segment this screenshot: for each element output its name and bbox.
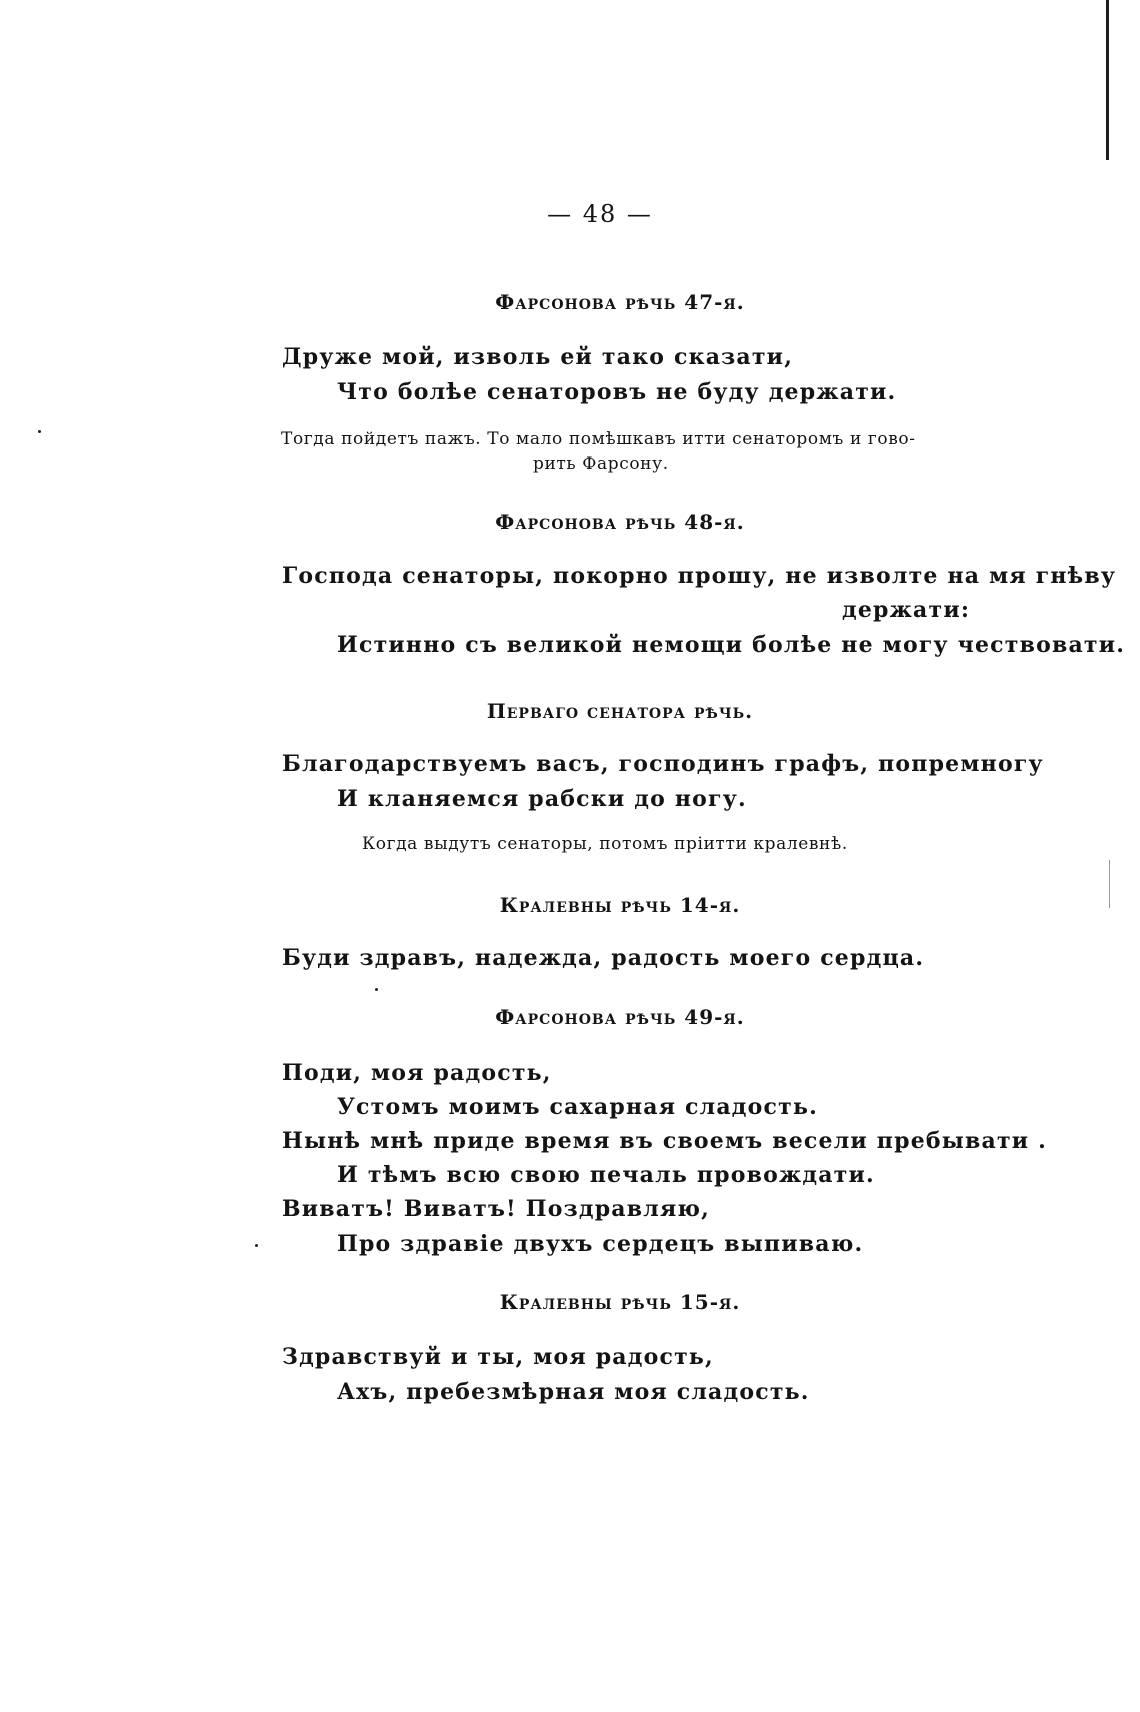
stage-direction: Когда выдутъ сенаторы, потомъ пріитти кралевнѣ. (362, 834, 848, 854)
speech-heading: Фарсонова рѣчь 49-я. (495, 1005, 745, 1029)
verse-line: И кланяемся рабски до ногу. (337, 786, 747, 812)
verse-line: Устомъ моимъ сахарная сладость. (337, 1094, 818, 1120)
stage-direction: Тогда пойдетъ пажъ. То мало помѣшкавъ итти сенаторомъ и гово- (281, 429, 916, 449)
verse-line: Здравствуй и ты, моя радость, (282, 1344, 714, 1370)
verse-line: держати: (842, 597, 971, 623)
speech-heading: Перваго сенатора рѣчь. (486, 699, 754, 723)
speech-heading: Кралевны рѣчь 14-я. (499, 893, 741, 917)
page-edge-rule (1106, 0, 1109, 160)
verse-line: Ахъ, пребезмѣрная моя сладость. (337, 1379, 810, 1405)
stage-direction: рить Фарсону. (533, 454, 669, 474)
print-speck (255, 1244, 258, 1247)
verse-line: Что болѣе сенаторовъ не буду держати. (337, 379, 897, 405)
verse-line: Буди здравъ, надежда, радость моего сердца. (282, 945, 925, 971)
verse-line: Истинно съ великой немощи болѣе не могу чествовати. (337, 632, 1126, 658)
verse-line: Поди, моя радость, (282, 1060, 552, 1086)
page-edge-mark (1109, 860, 1110, 908)
page-number: — 48 — (547, 200, 653, 228)
speech-heading: Фарсонова рѣчь 48-я. (495, 510, 745, 534)
verse-line: И тѣмъ всю свою печаль провождати. (337, 1162, 875, 1188)
verse-line: Господа сенаторы, покорно прошу, не изволте на мя гнѣву (282, 563, 1117, 589)
verse-line: Друже мой, изволь ей тако сказати, (282, 344, 794, 370)
verse-line: Про здравіе двухъ сердецъ выпиваю. (337, 1231, 864, 1257)
verse-line: Виватъ! Виватъ! Поздравляю, (282, 1196, 711, 1222)
speech-heading: Кралевны рѣчь 15-я. (499, 1290, 741, 1314)
print-speck (38, 430, 41, 433)
verse-line: Нынѣ мнѣ приде время въ своемъ весели пребывати . (282, 1128, 1048, 1154)
verse-line: Благодарствуемъ васъ, господинъ графъ, попремногу (282, 751, 1044, 777)
speech-heading: Фарсонова рѣчь 47-я. (495, 290, 745, 314)
print-speck (375, 988, 378, 991)
